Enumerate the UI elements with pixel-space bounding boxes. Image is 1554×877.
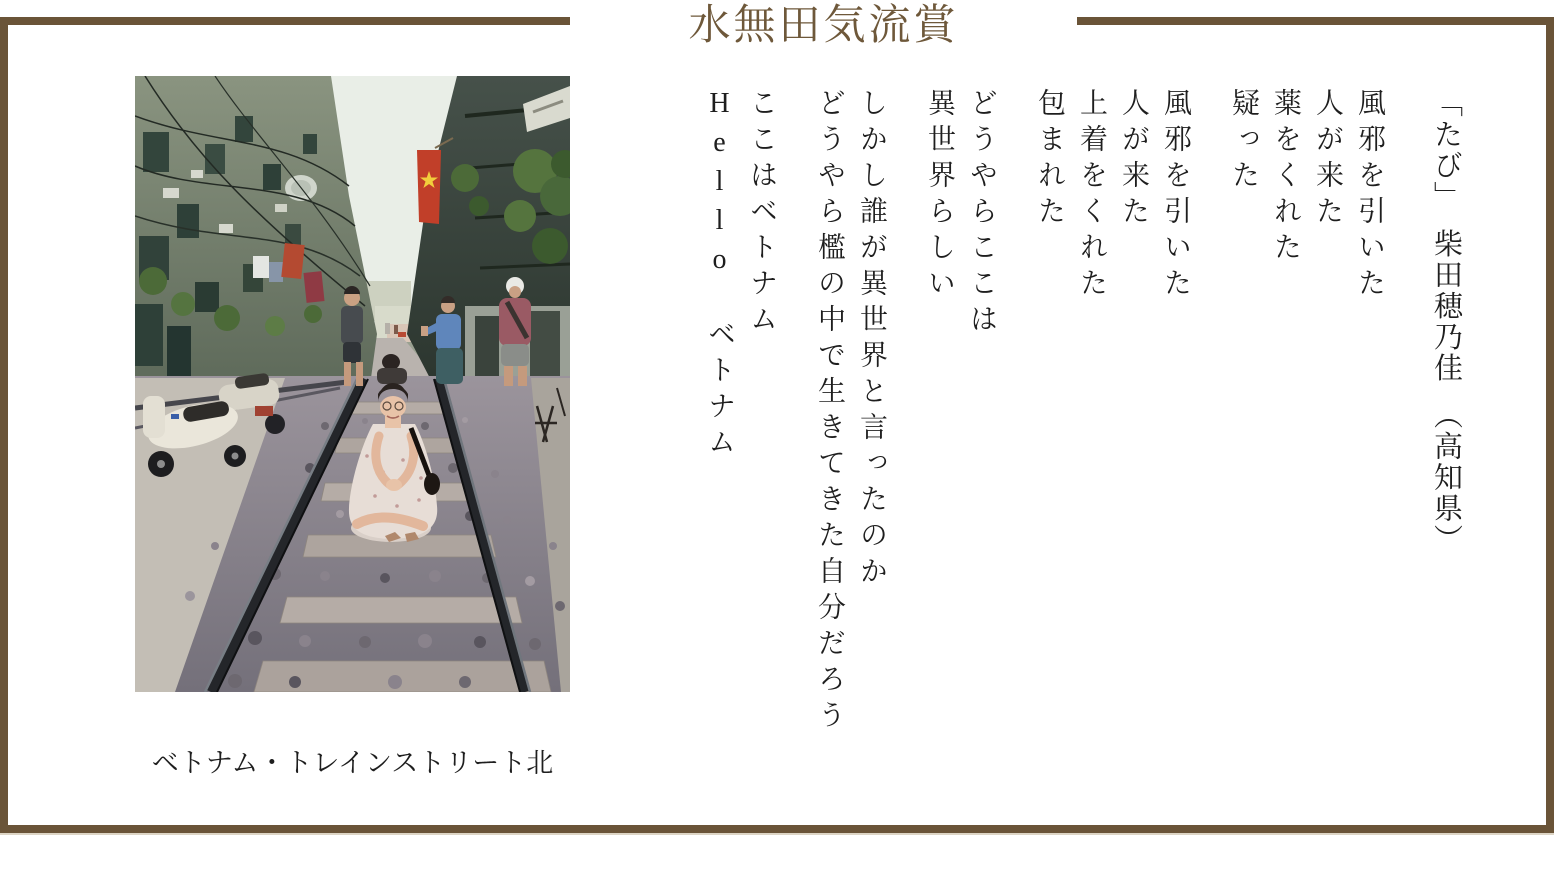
train-street-photo <box>135 76 570 692</box>
poem-line: ここはベトナム <box>746 88 777 340</box>
poem-line: 上着をくれた <box>1076 88 1107 304</box>
frame-shadow-line <box>0 833 1554 835</box>
photo-illustration <box>135 76 570 692</box>
poem-line: 薬をくれた <box>1270 88 1301 268</box>
poem-stanza <box>808 88 892 813</box>
poem-line: どうやらここは <box>966 88 997 340</box>
award-title: 水無田気流賞 <box>688 1 959 48</box>
poem-line: しかし誰が異世界と言ったのか <box>856 88 887 592</box>
poem-line: Hello ベトナム <box>704 88 735 463</box>
poem-stanza <box>698 88 782 813</box>
poem-stanza <box>918 88 1002 813</box>
poem-stanza <box>1028 88 1196 813</box>
poem <box>698 88 1390 813</box>
photo-caption: ベトナム・トレインストリート北 <box>151 748 554 778</box>
poem-title-author: 「たび」 柴田穂乃佳 （高知県） <box>1430 88 1462 555</box>
poem-line: 人が来た <box>1312 88 1343 232</box>
poem-line: 疑った <box>1228 88 1259 196</box>
poem-line: 風邪を引いた <box>1354 88 1385 304</box>
poem-line: 人が来た <box>1118 88 1149 232</box>
poem-line: 風邪を引いた <box>1160 88 1191 304</box>
poem-line: 異世界らしい <box>924 88 955 304</box>
poem-line: 包まれた <box>1034 88 1065 232</box>
poem-stanza <box>1222 88 1390 813</box>
poem-line: どうやら檻の中で生きてきた自分だろう <box>814 88 845 736</box>
